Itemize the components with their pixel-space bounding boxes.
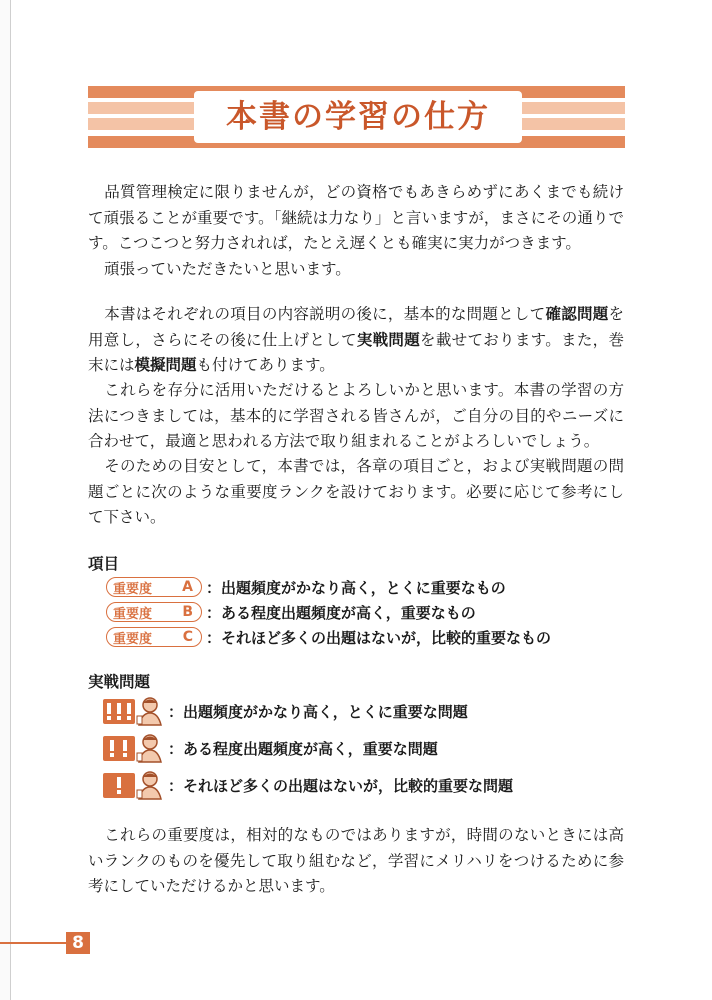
closing-paragraph [88, 823, 624, 900]
practice-description: ：それほど多くの出題はないが，比較的重要な問題 [168, 776, 514, 795]
rank-description: ：ある程度出題頻度が高く，重要なもの [206, 603, 476, 622]
structure-text-e: も付けてあります。 [196, 356, 335, 374]
page-title: 本書の学習の仕方 [226, 99, 490, 135]
rank-row-b [106, 601, 476, 623]
jissen-mondai-term: 実戦問題 [356, 330, 421, 349]
practice-description: ：ある程度出題頻度が高く，重要な問題 [168, 739, 438, 758]
page-number: 8 [66, 932, 90, 954]
items-heading: 項目 [88, 555, 120, 573]
usage-paragraph [88, 378, 624, 455]
intro-text: 品質管理検定に限りませんが，どの資格でもあきらめずにあくまでも続けて頑張ることが重要です。「継続は力なり」と言いますが，まさにその通りです。こつこつと努力されれば，たとえ遅くとも確実に実力がつきます。 [88, 183, 624, 252]
importance-badge-c [106, 627, 202, 647]
rank-description: ：それほど多くの出題はないが，比較的重要なもの [206, 628, 552, 647]
intro-paragraph [88, 180, 624, 257]
title-box [194, 91, 522, 143]
mogi-mondai-term: 模擬問題 [134, 356, 197, 374]
one-exclamation-teacher-icon [102, 770, 164, 800]
rank-row-c [106, 626, 551, 648]
page-number-rule [0, 942, 70, 944]
importance-badge-b [106, 602, 202, 622]
badge-letter: A [182, 579, 193, 595]
rank-description: ：出題頻度がかなり高く，とくに重要なもの [206, 578, 506, 597]
title-banner [88, 86, 625, 148]
badge-label: 重要度 [113, 581, 153, 597]
two-exclamation-teacher-icon [102, 733, 164, 763]
structure-text-d: を載せております。また，巻末には [88, 330, 624, 374]
practice-description: ：出題頻度がかなり高く，とくに重要な問題 [168, 702, 468, 721]
structure-text-a: 本書はそれぞれの項目の内容説明の後に，基本的な問題として [104, 305, 546, 323]
rank-row-a [106, 576, 506, 598]
badge-label: 重要度 [113, 606, 153, 622]
badge-letter: B [182, 604, 193, 620]
rank-intro-text: そのための目安として，本書では，各章の項目ごと，および実戦問題の問題ごとに次のような重要度ランクを設けております。必要に応じて参考にして下さい。 [88, 457, 624, 526]
usage-text: これらを存分に活用いただけるとよろしいかと思います。本書の学習の方法につきましては，基本的に学習される皆さんが，ご自分の目的やニーズに合わせて，最適と思われる方法で取り組まれることがよろしいでしょう。 [88, 381, 624, 450]
structure-text-c: を用意し，さらにその後に仕上げとして [88, 305, 624, 349]
practice-heading: 実戦問題 [88, 673, 151, 691]
badge-letter: C [182, 629, 193, 645]
badge-label: 重要度 [113, 631, 153, 647]
structure-paragraph [88, 302, 624, 379]
intro-text-2: 頑張っていただきたいと思います。 [104, 260, 351, 278]
closing-text: これらの重要度は，相対的なものではありますが，時間のないときには高いランクのものを優先して取り組むなど，学習にメリハリをつけるために参考にしていただけるかと思います。 [88, 826, 624, 895]
kakunin-mondai-term: 確認問題 [545, 305, 609, 323]
importance-badge-a [106, 577, 202, 597]
practice-row-2 [102, 732, 438, 764]
practice-row-3 [102, 695, 468, 727]
practice-row-1 [102, 769, 513, 801]
three-exclamation-teacher-icon [102, 696, 164, 726]
intro-paragraph-2 [88, 257, 624, 283]
rank-intro-paragraph [88, 454, 624, 531]
page-edge [0, 0, 11, 1000]
